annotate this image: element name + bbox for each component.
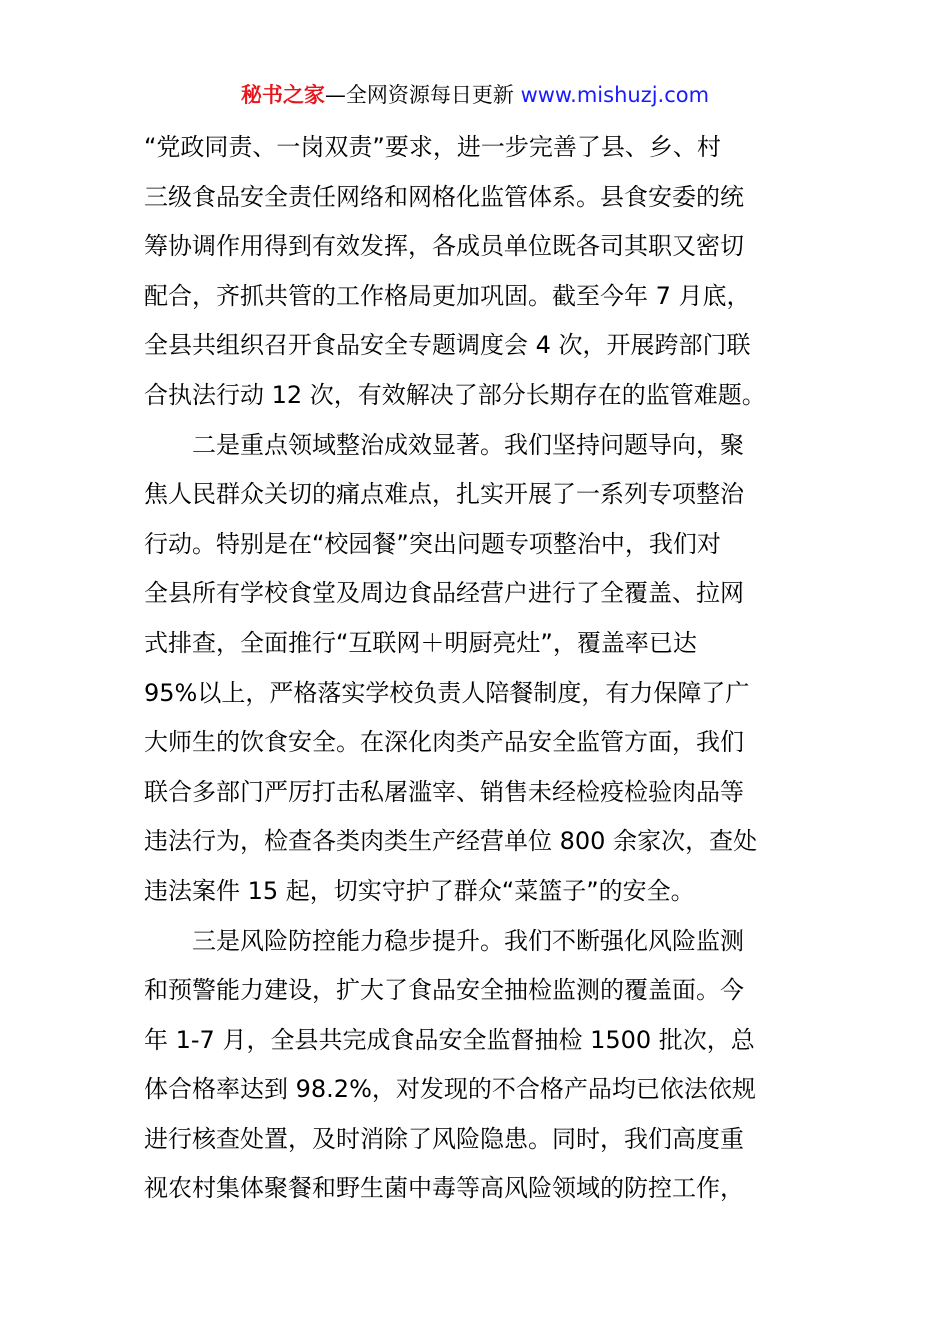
text-line: 全县共组织召开食品安全专题调度会 4 次，开展跨部门联 xyxy=(144,331,751,360)
text-line: 进行核查处置，及时消除了风险隐患。同时，我们高度重 xyxy=(144,1124,744,1153)
text-line: 体合格率达到 98.2%，对发现的不合格产品均已依法依规 xyxy=(144,1075,756,1104)
paragraph-start-line: 二是重点领域整治成效显著。我们坚持问题导向，聚 xyxy=(192,430,744,459)
header-tagline: —全网资源每日更新 xyxy=(324,83,514,107)
header-brand: 秘书之家 xyxy=(240,83,325,107)
document-body xyxy=(144,123,808,1214)
text-line: 95%以上，严格落实学校负责人陪餐制度，有力保障了广 xyxy=(144,678,750,707)
header-url-link[interactable]: www.mishuzj.com xyxy=(520,83,710,107)
text-line: 全县所有学校食堂及周边食品经营户进行了全覆盖、拉网 xyxy=(144,579,744,608)
text-line: 视农村集体聚餐和野生菌中毒等高风险领域的防控工作， xyxy=(144,1174,744,1203)
text-line: 违法案件 15 起，切实守护了群众“菜篮子”的安全。 xyxy=(144,876,695,905)
text-line: 配合，齐抓共管的工作格局更加巩固。截至今年 7 月底， xyxy=(144,281,751,310)
text-line: “党政同责、一岗双责”要求，进一步完善了县、乡、村 xyxy=(144,133,721,161)
text-line: 式排查，全面推行“互联网＋明厨亮灶”，覆盖率已达 xyxy=(144,628,697,657)
text-line: 三级食品安全责任网络和网格化监管体系。县食安委的统 xyxy=(144,182,744,211)
text-line: 行动。特别是在“校园餐”突出问题专项整治中，我们对 xyxy=(144,529,721,558)
text-line: 筹协调作用得到有效发挥，各成员单位既各司其职又密切 xyxy=(144,232,744,261)
text-line: 合执法行动 12 次，有效解决了部分长期存在的监管难题。 xyxy=(144,380,766,409)
page-header xyxy=(0,78,950,112)
text-line: 大师生的饮食安全。在深化肉类产品安全监管方面，我们 xyxy=(144,728,744,757)
text-line: 和预警能力建设，扩大了食品安全抽检监测的覆盖面。今 xyxy=(144,976,744,1005)
paragraph-start-line: 三是风险防控能力稳步提升。我们不断强化风险监测 xyxy=(192,926,744,955)
text-line: 焦人民群众关切的痛点难点，扎实开展了一系列专项整治 xyxy=(144,480,744,509)
text-line: 联合多部门严厉打击私屠滥宰、销售未经检疫检验肉品等 xyxy=(144,777,744,806)
text-line: 违法行为，检查各类肉类生产经营单位 800 余家次，查处 xyxy=(144,827,758,856)
text-line: 年 1-7 月，全县共完成食品安全监督抽检 1500 批次，总 xyxy=(144,1025,755,1054)
